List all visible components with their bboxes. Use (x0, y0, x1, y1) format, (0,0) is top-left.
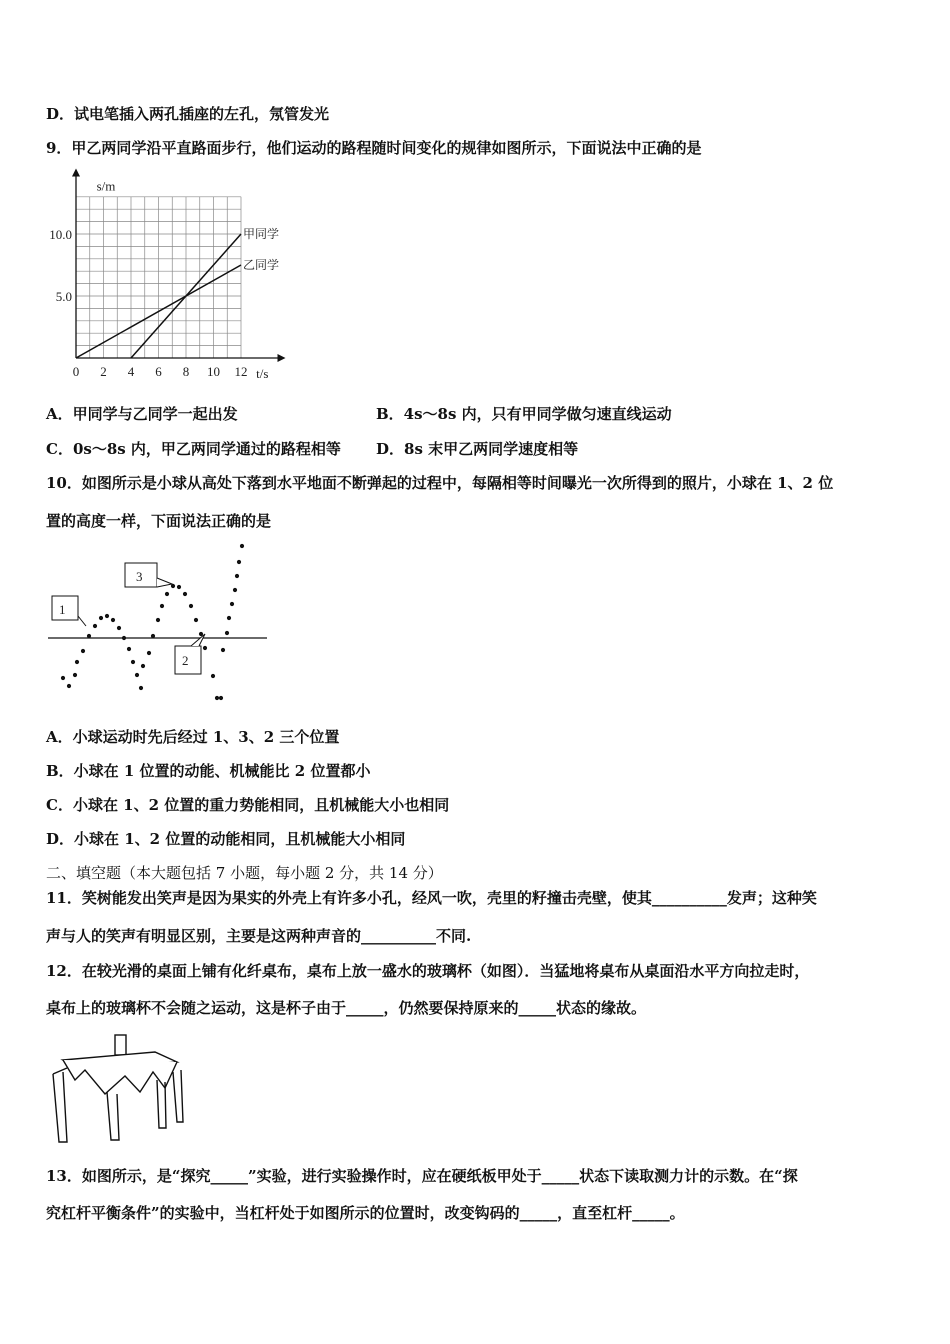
ball-dot (141, 664, 145, 668)
q12-line1: 12．在较光滑的桌面上铺有化纤桌布，桌布上放一盛水的玻璃杯（如图）．当猛地将桌布从桌面沿水平方向拉走时， (46, 962, 810, 980)
q13-line1: 13．如图所示，是“探究_____”实验，进行实验操作时，应在硬纸板甲处于_____状态下读取测力计的示数。在“探 (46, 1167, 798, 1185)
q10-option-c: C．小球在 1、2 位置的重力势能相同，且机械能大小也相同 (46, 796, 450, 814)
ball-dot (87, 634, 91, 638)
y-tick-label: 5.0 (55, 289, 72, 304)
ball-dot (139, 686, 143, 690)
q9-option-a: A．甲同学与乙同学一起出发 (46, 405, 238, 423)
ball-dot (183, 592, 187, 596)
q10-stem-line2: 置的高度一样，下面说法正确的是 (46, 512, 272, 530)
ball-dot (227, 616, 231, 620)
q11-line1: 11．笑树能发出笑声是因为果实的外壳上有许多小孔，经风一吹，壳里的籽撞击壳壁，使其__________发声；这种笑 (46, 889, 817, 907)
label-3: 3 (136, 569, 143, 584)
ball-dot (127, 647, 131, 651)
ball-dot (131, 660, 135, 664)
q9-option-d: D．8s 末甲乙两同学速度相等 (376, 440, 579, 458)
ball-dot (147, 651, 151, 655)
ball-dot (75, 660, 79, 664)
label-2: 2 (182, 653, 189, 668)
ball-dot (215, 696, 219, 700)
section-two-heading: 二、填空题（本大题包括 7 小题，每小题 2 分，共 14 分） (46, 864, 443, 882)
ball-dot (199, 632, 203, 636)
x-tick-label: 2 (100, 364, 107, 379)
ball-dot (211, 674, 215, 678)
ball-dot (73, 673, 77, 677)
q10-option-b: B．小球在 1 位置的动能、机械能比 2 位置都小 (46, 762, 371, 780)
table-leg (107, 1092, 119, 1140)
ball-dot (233, 588, 237, 592)
ball-dot (219, 696, 223, 700)
ball-dot (240, 544, 244, 548)
ball-dot (160, 604, 164, 608)
bouncing-ball-figure (45, 538, 285, 708)
ball-dot (135, 673, 139, 677)
x-axis-arrow (278, 354, 286, 362)
y-axis-arrow (72, 168, 80, 176)
x-tick-label: 8 (182, 364, 190, 379)
ball-dot (67, 684, 71, 688)
distance-time-chart (40, 165, 340, 385)
ball-dot (177, 585, 181, 589)
q12-line2: 桌布上的玻璃杯不会随之运动，这是杯子由于_____，仍然要保持原来的_____状态的缘故。 (46, 999, 647, 1017)
q10-stem-line1: 10．如图所示是小球从高处下落到水平地面不断弹起的过程中，每隔相等时间曝光一次所得到的照片，小球在 1、2 位 (46, 474, 834, 492)
glass (115, 1035, 126, 1055)
ball-dot (81, 649, 85, 653)
ball-dot (111, 618, 115, 622)
ball-dot (230, 602, 234, 606)
table-leg (53, 1072, 67, 1142)
x-tick-label: 0 (72, 364, 80, 379)
x-axis-label: t/s (256, 366, 269, 381)
ball-dot (225, 631, 229, 635)
x-tick-label: 6 (155, 364, 162, 379)
ball-dot (235, 574, 239, 578)
table-leg (157, 1080, 166, 1128)
y-tick-label: 10.0 (49, 227, 72, 242)
ball-dot (194, 618, 198, 622)
q11-line2: 声与人的笑声有明显区别，主要是这两种声音的__________不同. (46, 927, 472, 945)
ball-dot (99, 616, 103, 620)
x-tick-label: 12 (234, 364, 248, 379)
x-tick-label: 4 (127, 364, 135, 379)
ball-dot (117, 626, 121, 630)
q8-option-d: D．试电笔插入两孔插座的左孔，氖管发光 (46, 105, 330, 123)
ball-dot (221, 648, 225, 652)
ball-dot (237, 560, 241, 564)
q13-line2: 究杠杆平衡条件”的实验中，当杠杆处于如图所示的位置时，改变钩码的_____，直至杠杆_____。 (46, 1204, 685, 1222)
ball-dot (122, 636, 126, 640)
table-leg (173, 1070, 183, 1122)
q10-option-a: A．小球运动时先后经过 1、3、2 三个位置 (46, 728, 340, 746)
label-1: 1 (59, 602, 66, 617)
ball-dot (151, 634, 155, 638)
q10-option-d: D．小球在 1、2 位置的动能相同，且机械能大小相同 (46, 830, 406, 848)
x-tick-label: 10 (207, 364, 220, 379)
q9-option-c: C．0s～8s 内，甲乙两同学通过的路程相等 (46, 440, 341, 458)
ball-dot (93, 624, 97, 628)
ball-dot (203, 646, 207, 650)
series-label: 甲同学 (243, 227, 280, 241)
ball-dot (105, 614, 109, 618)
ball-dot (156, 618, 160, 622)
tablecloth (63, 1060, 177, 1094)
table-with-glass-figure (45, 1032, 195, 1147)
y-axis-label: s/m (96, 178, 116, 194)
ball-dot (61, 676, 65, 680)
ball-dot (165, 592, 169, 596)
q9-stem: 9．甲乙两同学沿平直路面步行，他们运动的路程随时间变化的规律如图所示，下面说法中正确的是 (46, 139, 702, 157)
series-label: 乙同学 (243, 258, 280, 272)
q9-option-b: B．4s～8s 内，只有甲同学做匀速直线运动 (376, 405, 672, 423)
ball-dot (189, 604, 193, 608)
